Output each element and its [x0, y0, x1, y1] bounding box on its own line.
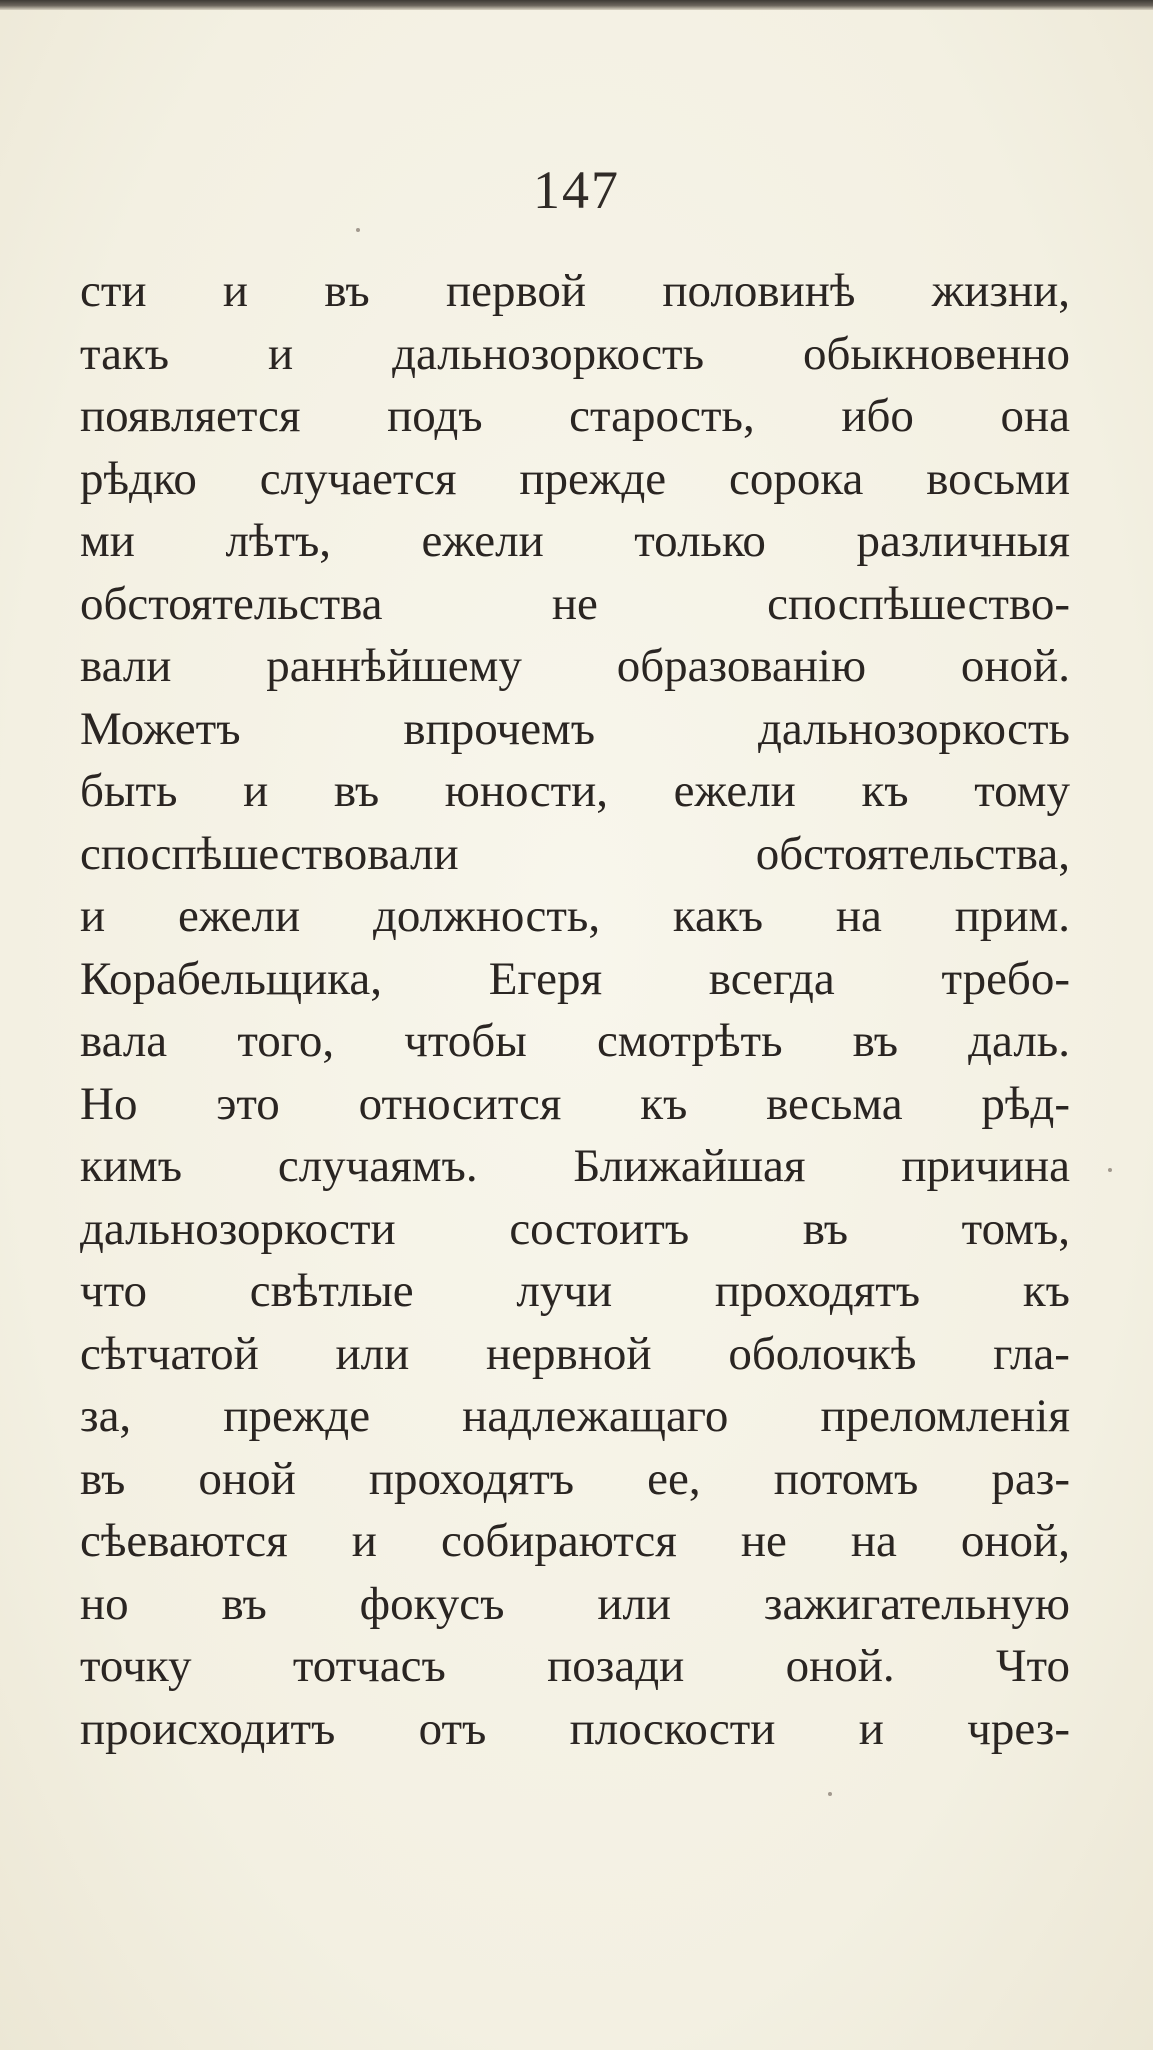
text-word: состоитъ [509, 1202, 690, 1255]
text-line [80, 1073, 1070, 1136]
text-word: ибо [841, 390, 914, 442]
text-line [80, 1573, 1070, 1636]
text-word: въ [80, 1452, 126, 1505]
text-word: чрез- [967, 1702, 1070, 1755]
text-word: собираются [440, 1515, 677, 1567]
text-word: кимъ [80, 1140, 183, 1192]
text-word: сѣтчатой [80, 1327, 259, 1380]
text-word: или [597, 1577, 672, 1630]
text-word: оной. [785, 1640, 895, 1692]
book-page [0, 10, 1153, 2050]
text-word: потомъ [773, 1452, 919, 1505]
text-word: дальнозоркости [80, 1202, 396, 1255]
text-word: жизни, [931, 265, 1070, 317]
text-word: сѣеваются [80, 1515, 288, 1567]
text-word: позади [547, 1640, 685, 1692]
text-word: весьма [766, 1077, 903, 1130]
text-word: восьми [926, 452, 1070, 505]
text-word: оной [198, 1452, 296, 1505]
text-word: быть [80, 765, 178, 817]
text-word: вали [80, 640, 172, 692]
text-word: лучи [516, 1265, 613, 1317]
text-line [80, 1135, 1070, 1198]
text-word: сорока [729, 452, 864, 505]
paper-speck [356, 228, 360, 232]
text-word: случается [259, 452, 457, 505]
text-word: чтобы [404, 1015, 527, 1067]
text-word: ее, [647, 1452, 701, 1505]
text-word: и [268, 327, 294, 380]
text-line [80, 1260, 1070, 1323]
text-word: причина [901, 1140, 1070, 1192]
text-line [80, 698, 1070, 761]
text-word: лѣтъ, [225, 515, 332, 567]
text-word: ми [80, 515, 135, 567]
text-word: въ [324, 265, 370, 317]
text-word: и [351, 1515, 377, 1567]
text-line [80, 635, 1070, 698]
text-word: Корабельщика, [80, 952, 382, 1005]
text-line [80, 1010, 1070, 1073]
text-line [80, 1385, 1070, 1448]
text-word: и [222, 265, 249, 317]
text-word: относится [358, 1077, 562, 1130]
text-word: проходятъ [714, 1265, 921, 1317]
text-word: такъ [80, 327, 170, 380]
text-word: образованію [616, 640, 867, 692]
text-word: или [335, 1327, 410, 1380]
text-line [80, 385, 1070, 448]
paper-speck [828, 1792, 832, 1796]
text-word: прежде [223, 1390, 371, 1442]
text-word: къ [640, 1077, 688, 1130]
text-word: не [551, 577, 598, 630]
text-word: сти [80, 265, 147, 317]
text-word: вала [80, 1015, 168, 1067]
text-word: даль. [968, 1015, 1070, 1067]
text-word: раннѣйшему [266, 640, 522, 692]
text-word: свѣтлые [249, 1265, 414, 1317]
text-word: надлежащаго [462, 1390, 729, 1442]
text-word: отъ [418, 1702, 487, 1755]
text-line [80, 885, 1070, 948]
text-word: къ [1022, 1265, 1070, 1317]
text-word: случаямъ. [277, 1140, 478, 1192]
text-word: фокусъ [359, 1577, 505, 1630]
text-word: того, [237, 1015, 335, 1067]
text-word: рѣдко [80, 452, 197, 505]
text-line [80, 260, 1070, 323]
text-line [80, 1448, 1070, 1511]
text-word: и [80, 890, 106, 942]
text-word: Егеря [488, 952, 603, 1005]
text-word: и [243, 765, 269, 817]
text-line [80, 1635, 1070, 1698]
text-word: преломленія [820, 1390, 1070, 1442]
text-word: происходитъ [80, 1702, 336, 1755]
text-word: какъ [672, 890, 764, 942]
text-line [80, 1198, 1070, 1261]
text-line [80, 510, 1070, 573]
text-line [80, 323, 1070, 386]
text-line [80, 760, 1070, 823]
text-word: впрочемъ [403, 702, 596, 755]
text-word: дальнозоркость [392, 327, 705, 380]
text-word: оной, [960, 1515, 1070, 1567]
text-word: нервной [486, 1327, 652, 1380]
text-word: первой [446, 265, 587, 317]
text-word: тому [974, 765, 1070, 817]
text-word: различныя [856, 515, 1070, 567]
text-word: появляется [80, 390, 301, 442]
text-word: точку [80, 1640, 192, 1692]
text-word: дальнозоркость [758, 702, 1070, 755]
text-word: оной. [960, 640, 1070, 692]
text-word: къ [861, 765, 909, 817]
text-word: въ [852, 1015, 898, 1067]
text-word: оболочкѣ [728, 1327, 917, 1380]
text-word: Что [996, 1640, 1070, 1692]
text-word: старость, [569, 390, 755, 442]
text-word: только [634, 515, 766, 567]
text-word: обыкновенно [802, 327, 1070, 380]
body-text [80, 260, 1070, 1760]
text-word: это [216, 1077, 280, 1130]
text-word: Но [80, 1077, 138, 1130]
text-word: на [850, 1515, 897, 1567]
text-word: ежели [177, 890, 301, 942]
text-line [80, 1323, 1070, 1386]
text-word: ежели [673, 765, 796, 817]
text-word: смотрѣть [596, 1015, 783, 1067]
text-word: ежели [421, 515, 544, 567]
text-word: Можетъ [80, 702, 241, 755]
text-word: прим. [954, 890, 1070, 942]
page-number: 147 [533, 160, 620, 220]
text-word: плоскости [569, 1702, 776, 1755]
text-word: споспѣшество- [767, 577, 1070, 630]
text-word: обстоятельства [80, 577, 383, 630]
text-word: половинѣ [662, 265, 856, 317]
text-word: гла- [993, 1327, 1070, 1380]
text-word: должность, [372, 890, 601, 942]
text-word: прежде [519, 452, 667, 505]
text-word: что [80, 1265, 148, 1317]
text-word: раз- [991, 1452, 1070, 1505]
text-line [80, 823, 1070, 886]
text-word: подъ [387, 390, 483, 442]
text-word: за, [80, 1390, 132, 1442]
text-word: на [835, 890, 882, 942]
text-word: въ [221, 1577, 267, 1630]
text-word: обстоятельства, [755, 827, 1070, 880]
paper-speck [1108, 1168, 1112, 1172]
text-word: юности, [444, 765, 609, 817]
text-word: томъ, [961, 1202, 1070, 1255]
text-line [80, 1698, 1070, 1761]
text-line [80, 948, 1070, 1011]
text-word: всегда [708, 952, 835, 1005]
text-word: зажигательную [763, 1577, 1070, 1630]
page-top-edge [0, 0, 1153, 10]
text-word: тотчасъ [292, 1640, 446, 1692]
text-word: она [1000, 390, 1070, 442]
text-word: требо- [941, 952, 1070, 1005]
text-line [80, 448, 1070, 511]
text-word: въ [333, 765, 380, 817]
text-line [80, 573, 1070, 636]
text-word: и [858, 1702, 884, 1755]
text-word: не [740, 1515, 787, 1567]
text-word: рѣд- [981, 1077, 1070, 1130]
text-word: споспѣшествовали [80, 827, 459, 880]
text-word: проходятъ [368, 1452, 575, 1505]
text-line [80, 1510, 1070, 1573]
text-word: Ближайшая [573, 1140, 806, 1192]
text-word: но [80, 1577, 129, 1630]
text-word: въ [802, 1202, 849, 1255]
